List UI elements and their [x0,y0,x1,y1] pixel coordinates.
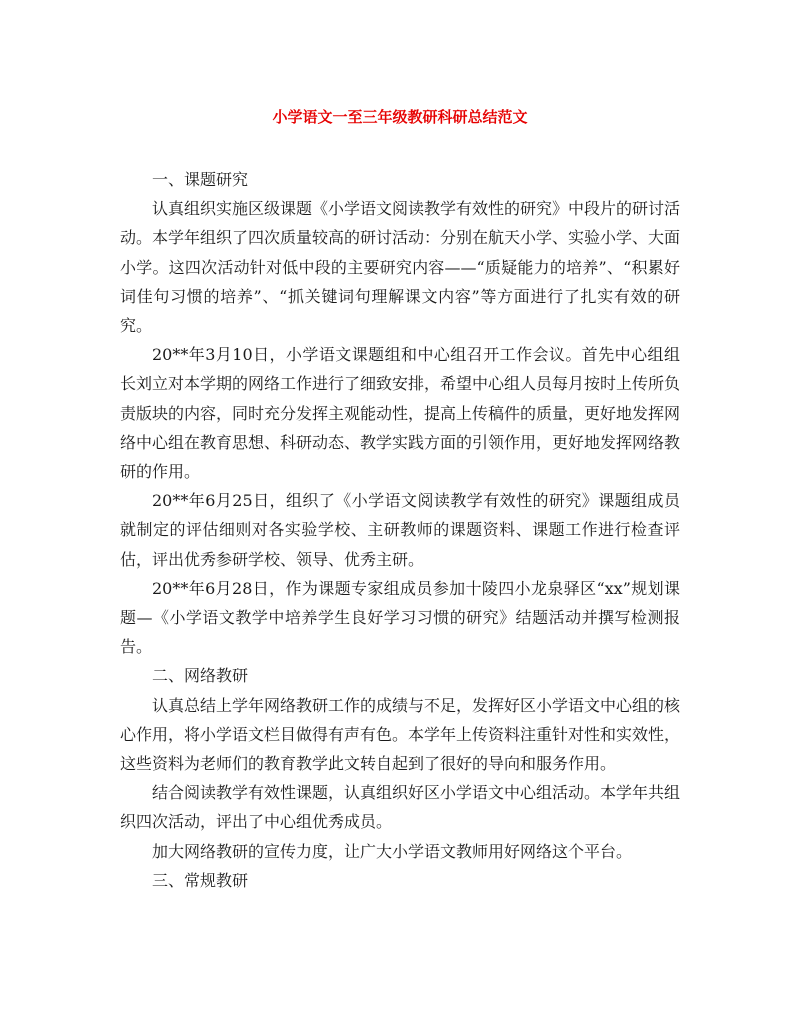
paragraph: 20**年6月25日，组织了《小学语文阅读教学有效性的研究》课题组成员就制定的评估细则对各实验学校、主研教师的课题资料、课题工作进行检查评估，评出优秀参研学校、领导、优秀主研。 [120,491,680,569]
paragraph: 认真组织实施区级课题《小学语文阅读教学有效性的研究》中段片的研讨活动。本学年组织了四次质量较高的研讨活动：分别在航天小学、实验小学、大面小学。这四次活动针对低中段的主要研究内容——“质疑能力的培养”、“积累好词佳句习惯的培养”、“抓关键词句理解课文内容”等方面进行了扎实有效的研究。 [120,199,681,336]
paragraph: 结合阅读教学有效性课题，认真组织好区小学语文中心组活动。本学年共组织四次活动，评出了中心组优秀成员。 [120,783,681,832]
paragraph: 20**年6月28日，作为课题专家组成员参加十陵四小龙泉驿区“xx”规划课题—《小学语文教学中培养学生良好学习习惯的研究》结题活动并撰写检测报告。 [120,578,680,657]
section-heading-network-research: 二、网络教研 [152,666,249,686]
paragraph: 认真总结上学年网络教研工作的成绩与不足，发挥好区小学语文中心组的核心作用，将小学语文栏目做得有声有色。本学年上传资料注重针对性和实效性，这些资料为老师们的教育教学此文转自起到了很好的导向和服务作用。 [120,695,681,774]
section-heading-topic-research: 一、课题研究 [152,170,249,189]
document-body [120,165,680,895]
section-heading-routine-research: 三、常规教研 [152,870,249,890]
paragraph: 20**年3月10日，小学语文课题组和中心组召开工作会议。首先中心组组长刘立对本学期的网络工作进行了细致安排，希望中心组人员每月按时上传所负责版块的内容，同时充分发挥主观能动性，提高上传稿件的质量，更好地发挥网络中心组在教育思想、科研动态、教学实践方面的引领作用，更好地发挥网络教研的作用。 [120,345,681,482]
paragraph: 加大网络教研的宣传力度，让广大小学语文教师用好网络这个平台。 [152,841,633,861]
document-title: 小学语文一至三年级教研科研总结范文 [272,108,528,126]
